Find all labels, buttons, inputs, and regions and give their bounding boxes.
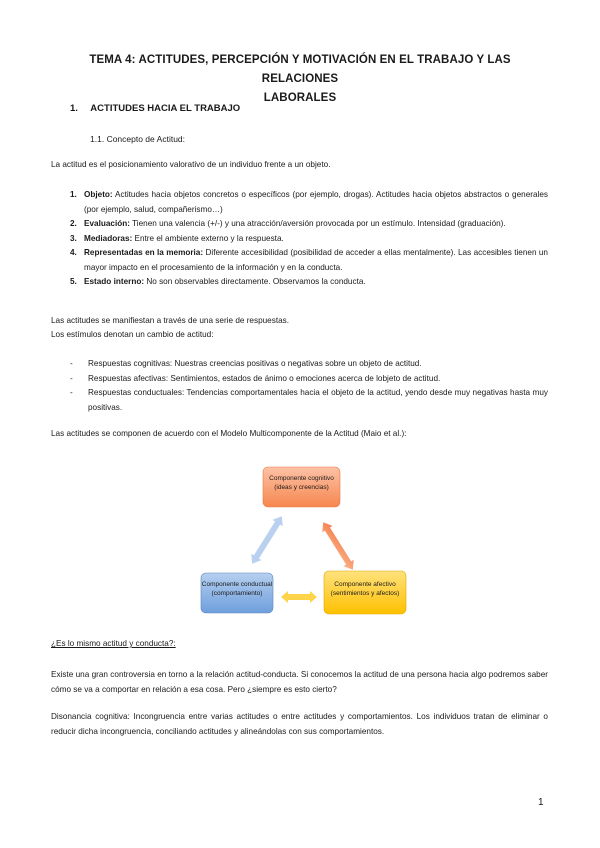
page-number: 1: [538, 797, 544, 808]
response-text: Respuestas afectivas: Sentimientos, estados de ánimo o emociones acerca de lobjeto de actitud.: [88, 373, 441, 383]
manifest-line-1: Las actitudes se manifiestan a través de una serie de respuestas.: [51, 316, 290, 325]
arrow-cognitive-affective: [318, 519, 358, 573]
title-line-1: TEMA 4: ACTITUDES, PERCEPCIÓN Y MOTIVACIÓN EN EL TRABAJO Y LAS RELACIONES: [89, 54, 511, 85]
section-title: ACTITUDES HACIA EL TRABAJO: [90, 103, 241, 114]
item-number: 1.: [70, 190, 77, 199]
item-text: Actitudes hacia objetos concretos o específicos (por ejemplo, drogas). Actitudes hacia objetos abstractos o generales (por ejemplo, salud, compañerismo…): [84, 190, 548, 214]
item-label: Objeto:: [84, 190, 113, 199]
title-line-2: LABORALES: [263, 92, 337, 104]
bullet-dash: -: [70, 373, 73, 383]
bullet-dash: -: [70, 388, 73, 397]
subsection-title: Concepto de Actitud:: [106, 134, 186, 144]
response-text: Respuestas cognitivas: Nuestras creencias positivas o negativas sobre un objeto de actitud.: [88, 359, 422, 368]
subsection-number: 1.1.: [90, 134, 105, 144]
dissonance-paragraph: Disonancia cognitiva: Incongruencia entre varias actitudes o entre actitudes y comportamientos. Los individuos tratan de eliminar o reducir dicha incongruencia, conciliando actitudes y alineándolas con sus comportamientos.: [51, 712, 548, 736]
item-label: Representadas en la memoria:: [84, 248, 204, 257]
item-text: Diferente accesibilidad (posibilidad de acceder a ellas mentalmente). Las accesibles tienen un mayor impacto en el procesamiento de la información y en la conducta.: [84, 248, 548, 272]
item-number: 4.: [70, 248, 77, 257]
model-intro: Las actitudes se componen de acuerdo con el Modelo Multicomponente de la Actitud (Maio et al.):: [51, 429, 407, 438]
arrow-cognitive-behavioral: [247, 513, 287, 567]
section-number: 1.: [70, 103, 78, 114]
item-label: Mediadoras:: [84, 233, 133, 243]
bullet-dash: -: [70, 359, 73, 368]
manifest-line-2: Los estímulos denotan un cambio de actitud:: [51, 330, 214, 339]
response-text: Respuestas conductuales: Tendencias comportamentales hacia el objeto de la actitud, yendo desde muy negativas hasta muy positivas.: [88, 388, 548, 412]
arrow-behavioral-affective: [281, 591, 317, 603]
cognitive-component-label: Componente cognitivo (ideas y creencias): [269, 475, 334, 491]
controversy-paragraph: Existe una gran controversia en torno a la relación actitud-conducta. Si conocemos la actitud de una persona hacia algo podremos saber cómo se va a comportar en relación a esa cosa. Pero ¿siempre es esto cierto?: [51, 670, 548, 694]
definition-paragraph: La actitud es el posicionamiento valorativo de un individuo frente a un objeto.: [51, 160, 331, 169]
item-label: Evaluación:: [84, 219, 130, 228]
item-number: 2.: [70, 219, 77, 228]
item-number: 5.: [70, 277, 77, 286]
item-text: Tienen una valencia (+/-) y una atracción/aversión provocada por un estímulo. Intensidad (graduación).: [129, 219, 506, 228]
item-number: 3.: [70, 233, 77, 243]
affective-component-label: Componente afectivo (sentimientos y afectos): [330, 581, 400, 597]
behavioral-component-label: Componente conductual (comportamiento): [201, 581, 273, 597]
item-text: Entre el ambiente externo y la respuesta.: [132, 233, 284, 243]
item-text: No son observables directamente. Observamos la conducta.: [144, 277, 366, 286]
item-label: Estado interno:: [84, 277, 145, 286]
question-heading: ¿Es lo mismo actitud y conducta?:: [51, 639, 176, 648]
